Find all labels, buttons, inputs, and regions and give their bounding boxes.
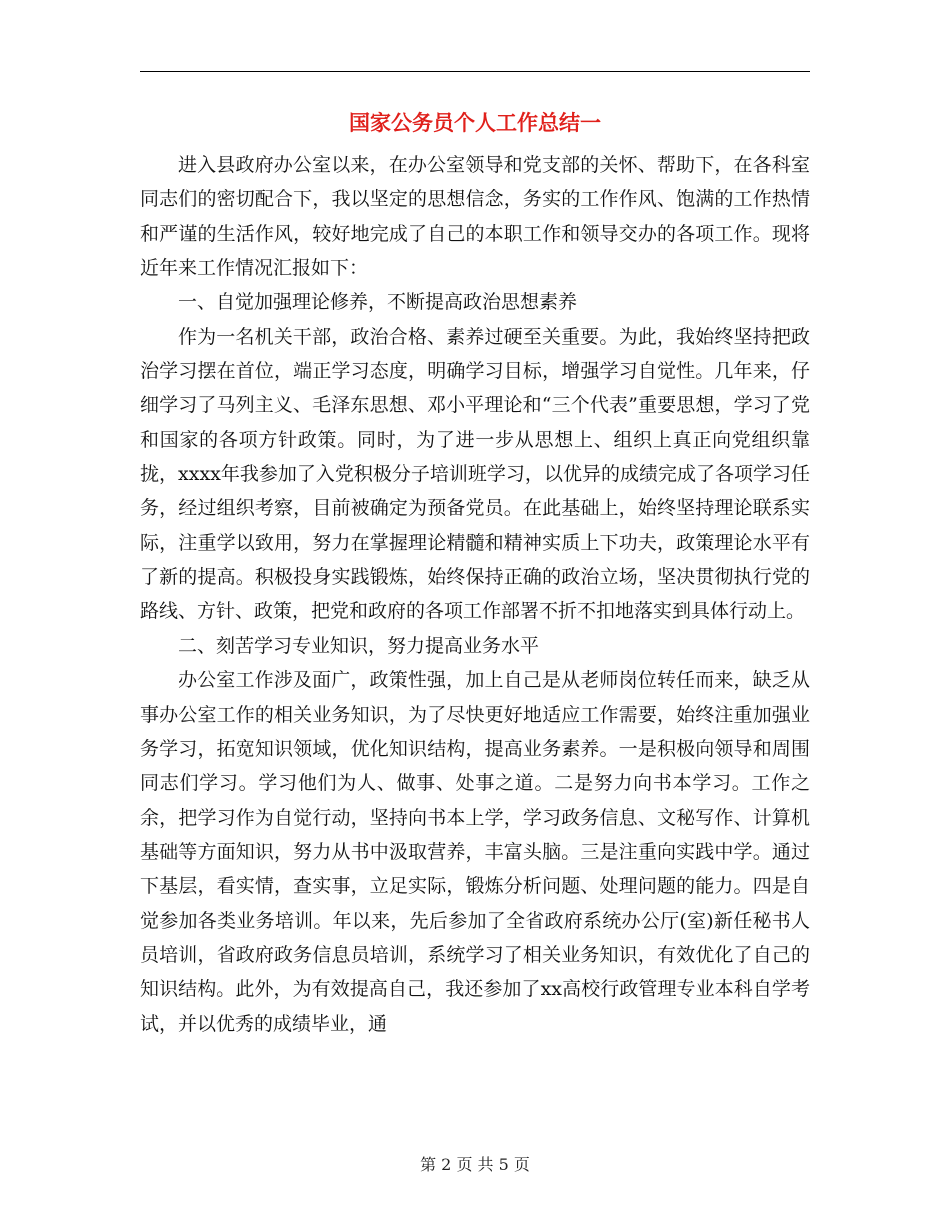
document-body	[140, 148, 810, 1041]
header-rule	[140, 71, 810, 72]
paragraph-section-2: 办公室工作涉及面广，政策性强，加上自己是从老师岗位转任而来，缺乏从事办公室工作的相关业务知识，为了尽快更好地适应工作需要，始终注重加强业务学习，拓宽知识领域，优化知识结构，提高业务素养。一是积极向领导和周围同志们学习。学习他们为人、做事、处事之道。二是努力向书本学习。工作之余，把学习作为自觉行动，坚持向书本上学，学习政务信息、文秘写作、计算机基础等方面知识，努力从书中汲取营养，丰富头脑。三是注重向实践中学。通过下基层，看实情，查实事，立足实际，锻炼分析问题、处理问题的能力。四是自觉参加各类业务培训。年以来，先后参加了全省政府系统办公厅(室)新任秘书人员培训，省政府政务信息员培训，系统学习了相关业务知识，有效优化了自己的知识结构。此外，为有效提高自己，我还参加了xx高校行政管理专业本科自学考试，并以优秀的成绩毕业，通	[140, 669, 810, 1035]
document-title: 国家公务员个人工作总结一	[349, 110, 601, 135]
page-number: 第 2 页 共 5 页	[420, 1155, 530, 1174]
section-heading-2: 二、刻苦学习专业知识，努力提高业务水平	[178, 634, 540, 657]
paragraph-section-1: 作为一名机关干部，政治合格、素养过硬至关重要。为此，我始终坚持把政治学习摆在首位，端正学习态度，明确学习目标，增强学习自觉性。几年来，仔细学习了马列主义、毛泽东思想、邓小平理论和“三个代表”重要思想，学习了党和国家的各项方针政策。同时，为了进一步从思想上、组织上真正向党组织靠拢，xxxx年我参加了入党积极分子培训班学习，以优异的成绩完成了各项学习任务，经过组织考察，目前被确定为预备党员。在此基础上，始终坚持理论联系实际，注重学以致用，努力在掌握理论精髓和精神实质上下功夫，政策理论水平有了新的提高。积极投身实践锻炼，始终保持正确的政治立场，坚决贯彻执行党的路线、方针、政策，把党和政府的各项工作部署不折不扣地落实到具体行动上。	[140, 325, 810, 623]
paragraph-intro: 进入县政府办公室以来，在办公室领导和党支部的关怀、帮助下，在各科室同志们的密切配合下，我以坚定的思想信念，务实的工作作风、饱满的工作热情和严谨的生活作风，较好地完成了自己的本职工作和领导交办的各项工作。现将近年来工作情况汇报如下：	[140, 154, 810, 280]
section-heading-1: 一、自觉加强理论修养，不断提高政治思想素养	[178, 291, 578, 314]
